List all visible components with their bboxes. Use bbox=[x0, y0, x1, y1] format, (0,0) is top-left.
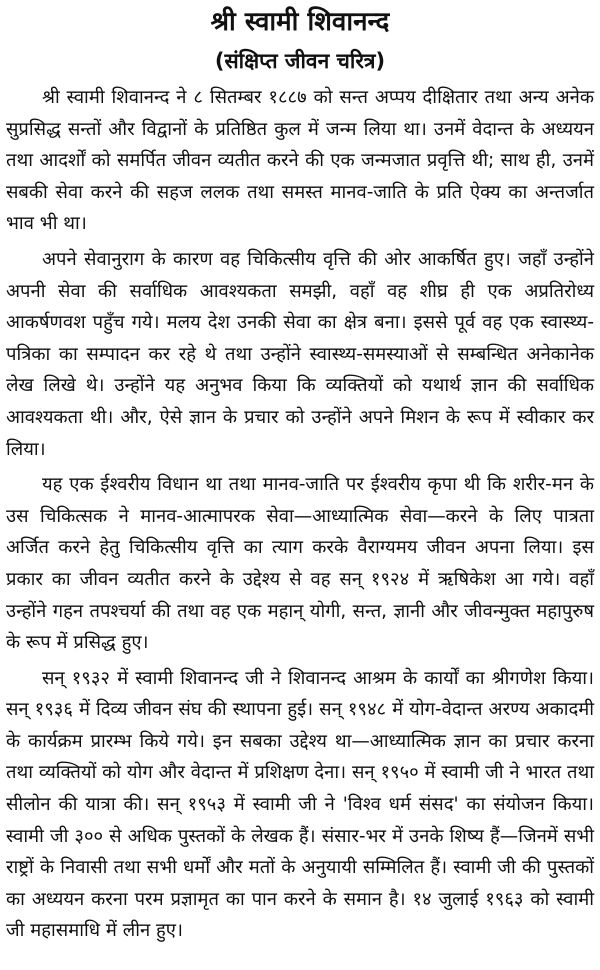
paragraph-2: अपने सेवानुराग के कारण वह चिकित्सीय वृत्ति की ओर आकर्षित हुए। जहाँ उन्होंने अपनी सेवा की सर्वाधिक आवश्यकता समझी, वहाँ वह शीघ्र ही एक अप्रतिरोध्य आकर्षणवश पहुँच गये। मलय देश उनकी सेवा का क्षेत्र बना। इससे पूर्व वह एक स्वास्थ्य-पत्रिका का सम्पादन कर रहे थे तथा उन्होंने स्वास्थ्य-समस्याओं से सम्बन्धित अनेकानेक लेख लिखे थे। उन्होंने यह अनुभव किया कि व्यक्तियों को यथार्थ ज्ञान की सर्वाधिक आवश्यकता थी। और, ऐसे ज्ञान के प्रचार को उन्होंने अपने मिशन के रूप में स्वीकार कर लिया। bbox=[6, 248, 594, 460]
paragraph-4: सन् १९३२ में स्वामी शिवानन्द जी ने शिवानन्द आश्रम के कार्यों का श्रीगणेश किया। सन् १९३६ में दिव्य जीवन संघ की स्थापना हुई। सन् १९४८ में योग-वेदान्त अरण्य अकादमी के कार्यक्रम प्रारम्भ किये गये। इन सबका उद्देश्य था—आध्यात्मिक ज्ञान का प्रचार करना तथा व्यक्तियों को योग और वेदान्त में प्रशिक्षण देना। सन् १९५० में स्वामी जी ने भारत तथा सीलोन की यात्रा की। सन् १९५३ में स्वामी जी ने 'विश्व धर्म संसद' का संयोजन किया। स्वामी जी ३०० से अधिक पुस्तकों के लेखक हैं। संसार-भर में उनके शिष्य हैं—जिनमें सभी राष्ट्रों के निवासी तथा सभी धर्मों और मतों के अनुयायी सम्मिलित हैं। स्वामी जी की पुस्तकों का अध्ययन करना परम प्रज्ञामृत का पान करने के समान है। १४ जुलाई १९६३ को स्वामी जी महासमाधि में लीन हुए। bbox=[6, 667, 594, 942]
paragraph-3: यह एक ईश्वरीय विधान था तथा मानव-जाति पर ईश्वरीय कृपा थी कि शरीर-मन के उस चिकित्सक ने मानव-आत्मापरक सेवा—आध्यात्मिक सेवा—करने के लिए पात्रता अर्जित करने हेतु चिकित्सीय वृत्ति का त्याग करके वैराग्यमय जीवन अपना लिया। इस प्रकार का जीवन व्यतीत करने के उद्देश्य से वह सन् १९२४ में ऋषिकेश आ गये। वहाँ उन्होंने गहन तपश्चर्या की तथा वह एक महान् योगी, सन्त, ज्ञानी और जीवन्मुक्त महापुरुष के रूप में प्रसिद्ध हुए। bbox=[6, 474, 594, 654]
page-title: श्री स्वामी शिवानन्द bbox=[210, 7, 390, 37]
page-subtitle: (संक्षिप्त जीवन चरित्र) bbox=[214, 49, 386, 73]
paragraph-1: श्री स्वामी शिवानन्द ने ८ सितम्बर १८८७ को सन्त अप्पय दीक्षितार तथा अन्य अनेक सुप्रसिद्ध सन्तों और विद्वानों के प्रतिष्ठित कुल में जन्म लिया था। उनमें वेदान्त के अध्ययन तथा आदर्शों को समर्पित जीवन व्यतीत करने की एक जन्मजात प्रवृत्ति थी; साथ ही, उनमें सबकी सेवा करने की सहज ललक तथा समस्त मानव-जाति के प्रति ऐक्य का अन्तर्जात भाव भी था। bbox=[6, 87, 594, 235]
